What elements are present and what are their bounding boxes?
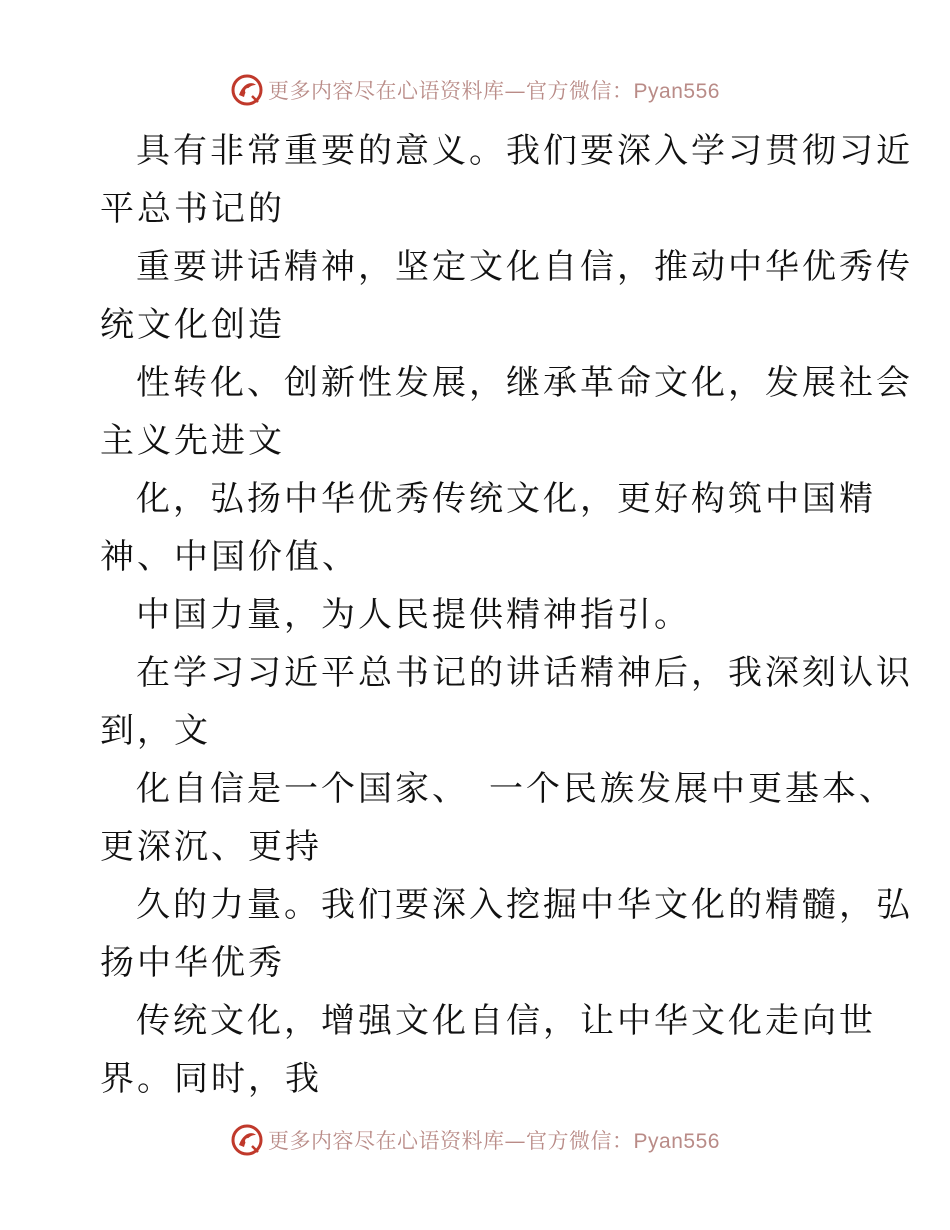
text-line: 化，弘扬中华优秀传统文化，更好构筑中国精 [136,479,876,519]
text-line: 具有非常重要的意义。我们要深入学习贯彻习近 [136,131,913,171]
text-line: 界。同时，我 [100,1059,322,1099]
footer-banner [0,1120,950,1160]
text-line: 统文化创造 [100,305,285,345]
banner-text: 更多内容尽在心语资料库—官方微信：Pyan556 [268,1129,720,1153]
red-swirl-logo-icon [230,73,264,107]
text-line: 性转化、创新性发展，继承革命文化，发展社会 [136,363,913,403]
text-line: 主义先进文 [100,421,285,461]
text-line: 化自信是一个国家、 一个民族发展中更基本、 [136,769,896,809]
header-banner [0,70,950,110]
banner-text: 更多内容尽在心语资料库—官方微信：Pyan556 [268,79,720,103]
red-swirl-logo-icon [230,1123,264,1157]
text-line: 重要讲话精神，坚定文化自信，推动中华优秀传 [136,247,913,287]
text-line: 久的力量。我们要深入挖掘中华文化的精髓，弘 [136,885,913,925]
text-line: 在学习习近平总书记的讲话精神后，我深刻认识 [136,653,913,693]
text-line: 传统文化，增强文化自信，让中华文化走向世 [136,1001,876,1041]
document-body [100,122,913,1108]
text-line: 更深沉、更持 [100,827,322,867]
text-line: 扬中华优秀 [100,943,285,983]
text-line: 神、中国价值、 [100,537,359,577]
text-line: 平总书记的 [100,189,285,229]
text-line: 到，文 [100,711,211,751]
text-line: 中国力量，为人民提供精神指引。 [136,595,691,635]
